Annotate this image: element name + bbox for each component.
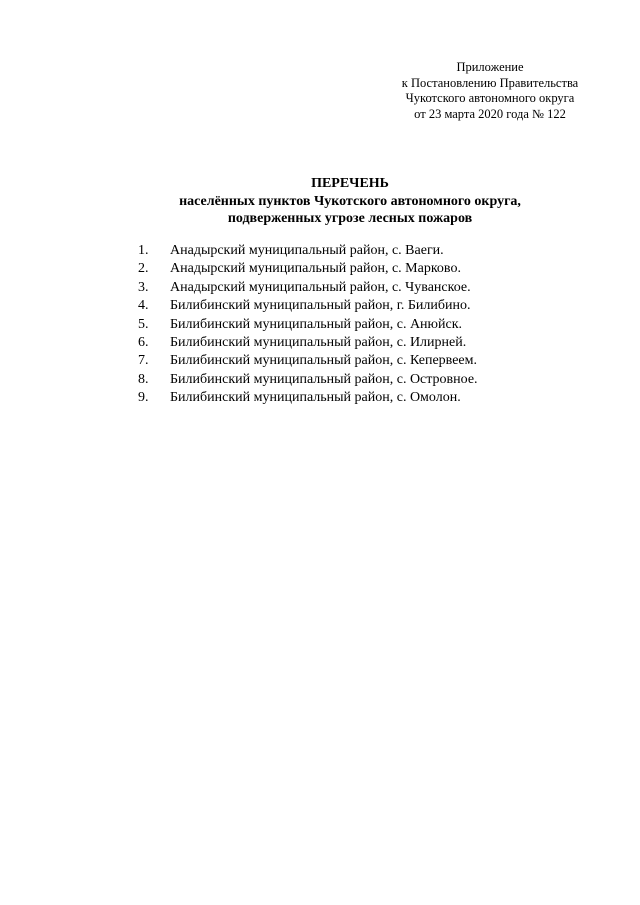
list-item [138,316,578,334]
list-item [138,352,578,370]
list-item [138,260,578,278]
list-item-number: 9. [138,390,149,406]
list-item [138,389,578,407]
list-item-text: Билибинский муниципальный район, с. Омолон. [170,390,461,406]
list-item-number: 4. [138,298,149,314]
list-item-text: Анадырский муниципальный район, с. Марково. [170,261,461,277]
list-item-number: 8. [138,371,149,387]
list-item-text: Билибинский муниципальный район, г. Билибино. [170,298,471,314]
list-item-text: Билибинский муниципальный район, с. Илирней. [170,335,467,351]
list-item-number: 2. [138,261,149,277]
title-heading: ПЕРЕЧЕНЬ [311,176,389,191]
list-item-text: Билибинский муниципальный район, с. Кепервеем. [170,353,477,369]
appendix-header [380,60,600,122]
list-item-number: 3. [138,279,149,295]
appendix-line: от 23 марта 2020 года № 122 [414,106,566,121]
list-item-text: Билибинский муниципальный район, с. Островное. [170,371,478,387]
appendix-line: Приложение [456,60,524,74]
title-line: подверженных угрозе лесных пожаров [227,211,473,226]
list-item-number: 7. [138,353,149,369]
list-item [138,297,578,315]
settlements-list [138,242,578,408]
list-item-text: Анадырский муниципальный район, с. Ваеги. [170,243,444,258]
document-title [100,175,600,228]
list-item [138,279,578,297]
list-item-number: 5. [138,316,149,332]
list-item-text: Анадырский муниципальный район, с. Чуванское. [170,279,471,295]
list-item [138,334,578,352]
title-line: населённых пунктов Чукотского автономного округа, [179,193,521,209]
appendix-line: к Постановлению Правительства [401,75,579,90]
list-item-text: Билибинский муниципальный район, с. Анюйск. [170,316,463,332]
list-item [138,242,578,260]
list-item-number: 6. [138,335,149,351]
list-item-number: 1. [138,243,149,258]
appendix-line: Чукотского автономного округа [405,91,575,105]
list-item [138,371,578,389]
